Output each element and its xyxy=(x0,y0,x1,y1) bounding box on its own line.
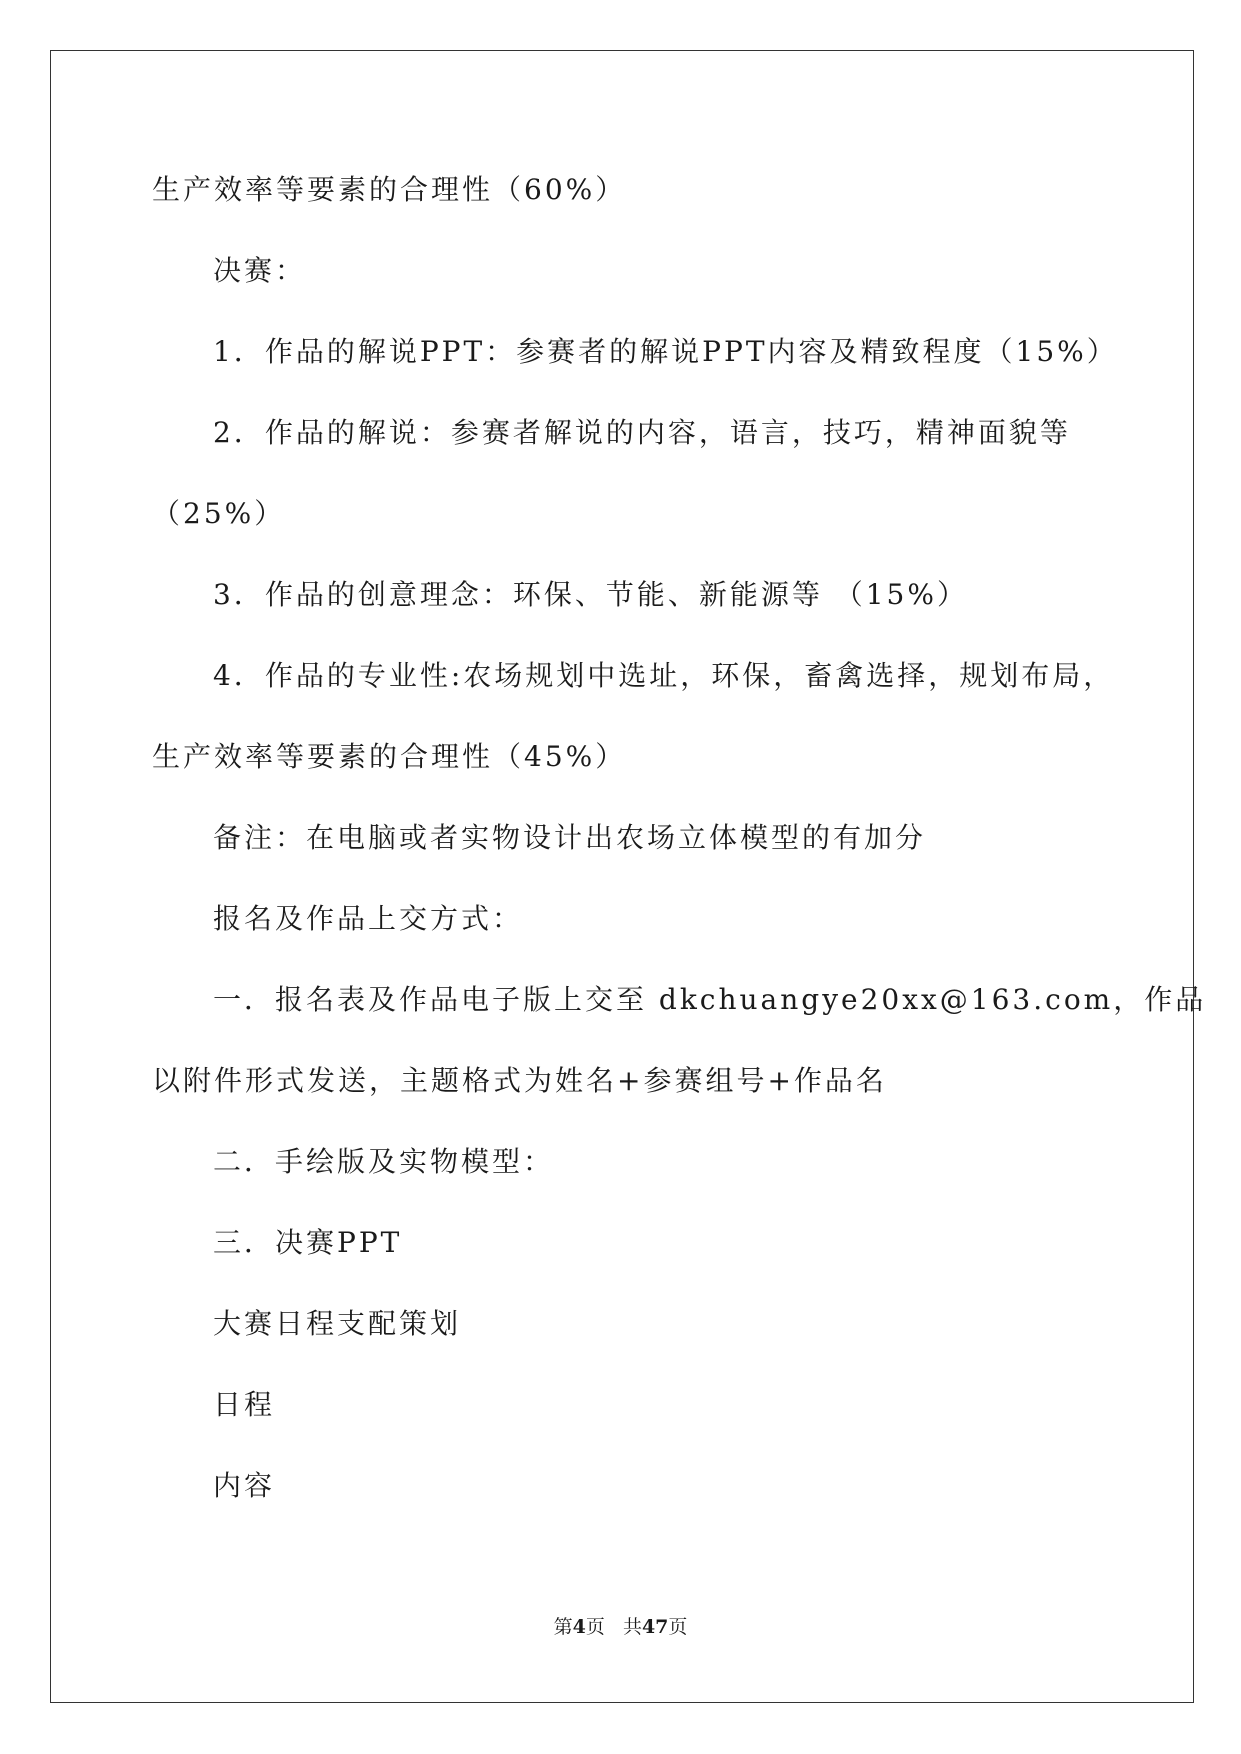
footer-prefix: 第 xyxy=(553,1616,573,1638)
text-line: 1．作品的解说PPT：参赛者的解说PPT内容及精致程度（15%） xyxy=(213,335,1118,368)
text-line: 日程 xyxy=(213,1388,276,1421)
footer-middle: 页 共 xyxy=(585,1616,642,1638)
text-line: 备注：在电脑或者实物设计出农场立体模型的有加分 xyxy=(213,821,927,854)
footer-suffix: 页 xyxy=(668,1616,688,1638)
text-line: 一．报名表及作品电子版上交至 dkchuangye20xx@163.com，作品 xyxy=(213,983,1207,1016)
footer-total-pages: 47 xyxy=(641,1616,669,1638)
footer-page-number: 4 xyxy=(572,1616,586,1638)
text-line: 生产效率等要素的合理性（45%） xyxy=(152,740,627,773)
text-line: 报名及作品上交方式： xyxy=(213,902,524,935)
text-line: （25%） xyxy=(152,497,286,530)
text-line: 三．决赛PPT xyxy=(213,1226,403,1259)
page-border xyxy=(50,50,1194,1703)
text-line: 大赛日程支配策划 xyxy=(213,1307,462,1340)
text-line: 二．手绘版及实物模型： xyxy=(213,1145,555,1178)
text-line: 决赛： xyxy=(213,254,307,287)
text-line: 生产效率等要素的合理性（60%） xyxy=(152,173,627,206)
text-line: 2．作品的解说：参赛者解说的内容，语言，技巧，精神面貌等 xyxy=(213,416,1071,449)
text-line: 内容 xyxy=(213,1469,276,1502)
text-line: 以附件形式发送，主题格式为姓名+参赛组号+作品名 xyxy=(152,1064,887,1097)
text-line: 4．作品的专业性:农场规划中选址，环保，畜禽选择，规划布局， xyxy=(213,659,1115,692)
page-footer xyxy=(0,1615,1241,1639)
text-line: 3．作品的创意理念：环保、节能、新能源等 （15%） xyxy=(213,578,968,611)
